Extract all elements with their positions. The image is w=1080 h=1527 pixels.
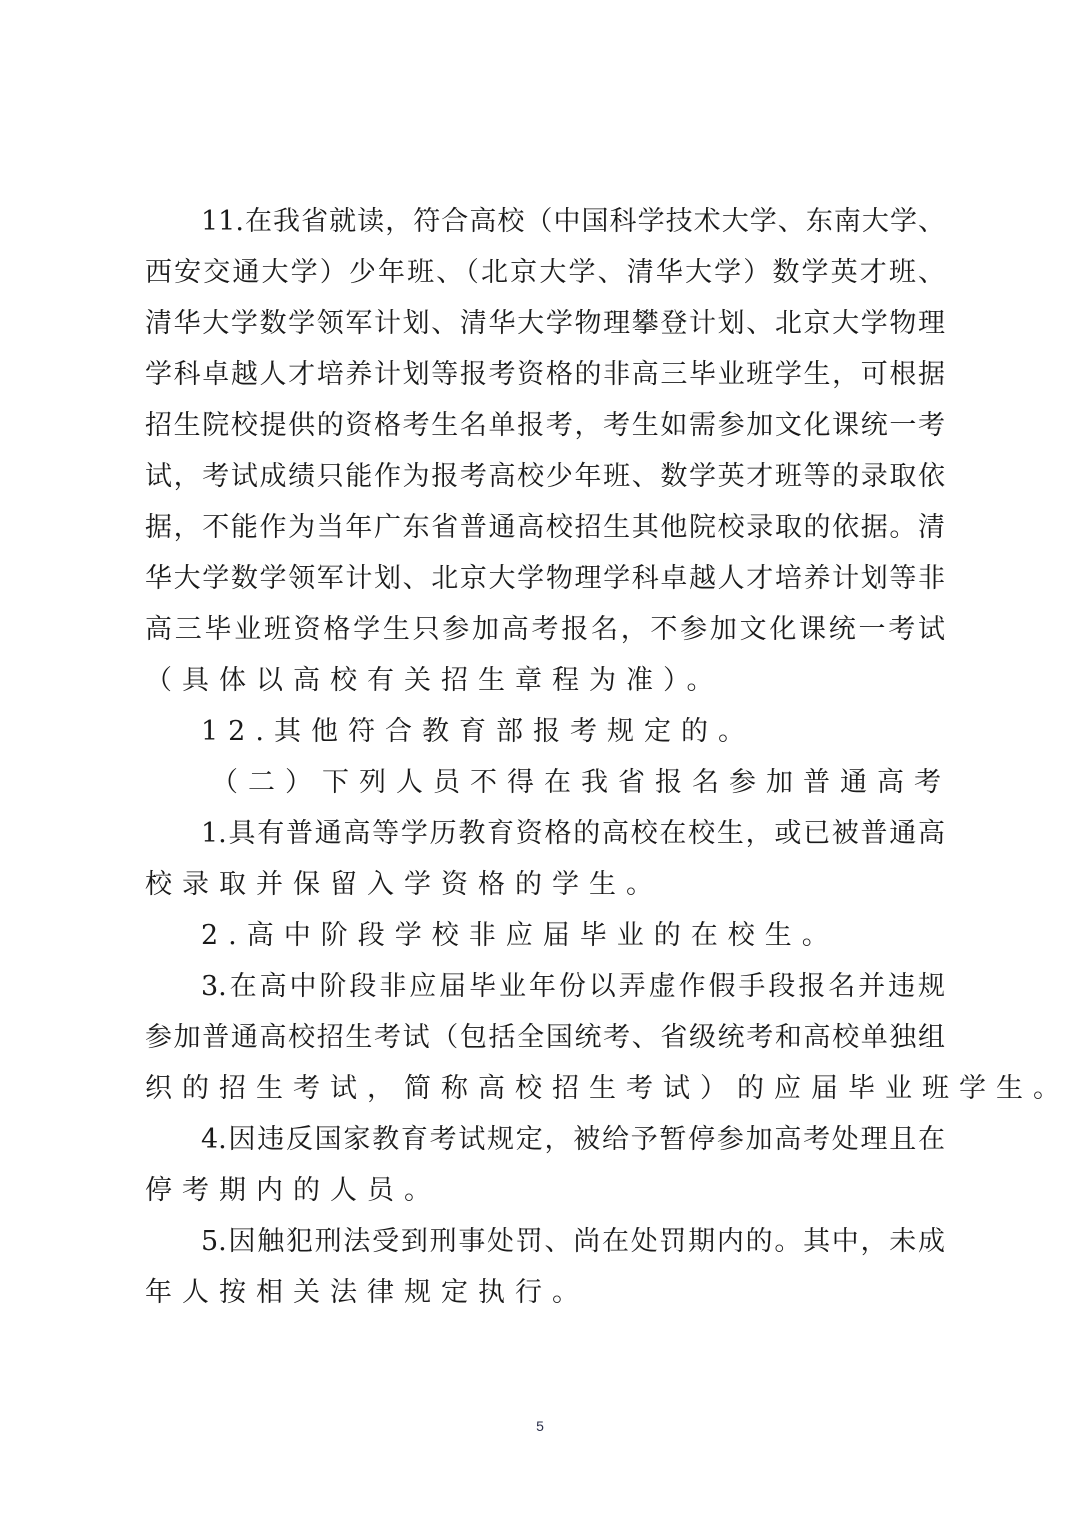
text-line: 招生院校提供的资格考生名单报考，考生如需参加文化课统一考 — [145, 410, 945, 441]
paragraph-item-2-3 — [145, 961, 1070, 1114]
text-line: 3.在高中阶段非应届毕业年份以弄虚作假手段报名并违规 — [201, 971, 945, 1002]
text-line: 11.在我省就读，符合高校（中国科学技术大学、东南大学、 — [201, 206, 945, 237]
paragraph-item-12 — [145, 706, 945, 757]
text-line: 试，考试成绩只能作为报考高校少年班、数学英才班等的录取依 — [145, 461, 945, 492]
paragraph-item-2-1 — [145, 808, 945, 910]
text-line: 停考期内的人员。 — [145, 1175, 441, 1206]
text-line: 12.其他符合教育部报考规定的。 — [201, 716, 755, 747]
text-line: 织的招生考试，简称高校招生考试）的应届毕业班学生。 — [145, 1073, 1070, 1104]
text-line: 4.因违反国家教育考试规定，被给予暂停参加高考处理且在 — [201, 1124, 945, 1155]
text-line: 高三毕业班资格学生只参加高考报名，不参加文化课统一考试 — [145, 614, 945, 645]
text-line: 据，不能作为当年广东省普通高校招生其他院校录取的依据。清 — [145, 512, 945, 543]
paragraph-item-11 — [145, 196, 945, 706]
paragraph-item-2-5 — [145, 1216, 945, 1318]
text-line: 华大学数学领军计划、北京大学物理学科卓越人才培养计划等非 — [145, 563, 945, 594]
text-line: 西安交通大学）少年班、（北京大学、清华大学）数学英才班、 — [145, 257, 945, 288]
page-number: 5 — [536, 1418, 544, 1434]
text-line: 年人按相关法律规定执行。 — [145, 1277, 589, 1308]
text-line: 1.具有普通高等学历教育资格的高校在校生，或已被普通高 — [201, 818, 945, 849]
text-line: 校录取并保留入学资格的学生。 — [145, 869, 663, 900]
text-line: 参加普通高校招生考试（包括全国统考、省级统考和高校单独组 — [145, 1022, 945, 1053]
document-body — [145, 196, 1070, 1318]
paragraph-item-2-4 — [145, 1114, 945, 1216]
text-line: 5.因触犯刑法受到刑事处罚、尚在处罚期内的。其中，未成 — [201, 1226, 945, 1257]
text-line: （具体以高校有关招生章程为准）。 — [145, 665, 724, 696]
paragraph-item-2-2 — [145, 910, 945, 961]
section-heading — [145, 757, 951, 808]
section-heading-text: （二）下列人员不得在我省报名参加普通高考 — [211, 767, 951, 798]
text-line: 2.高中阶段学校非应届毕业的在校生。 — [201, 920, 839, 951]
text-line: 清华大学数学领军计划、清华大学物理攀登计划、北京大学物理 — [145, 308, 945, 339]
text-line: 学科卓越人才培养计划等报考资格的非高三毕业班学生，可根据 — [145, 359, 945, 390]
